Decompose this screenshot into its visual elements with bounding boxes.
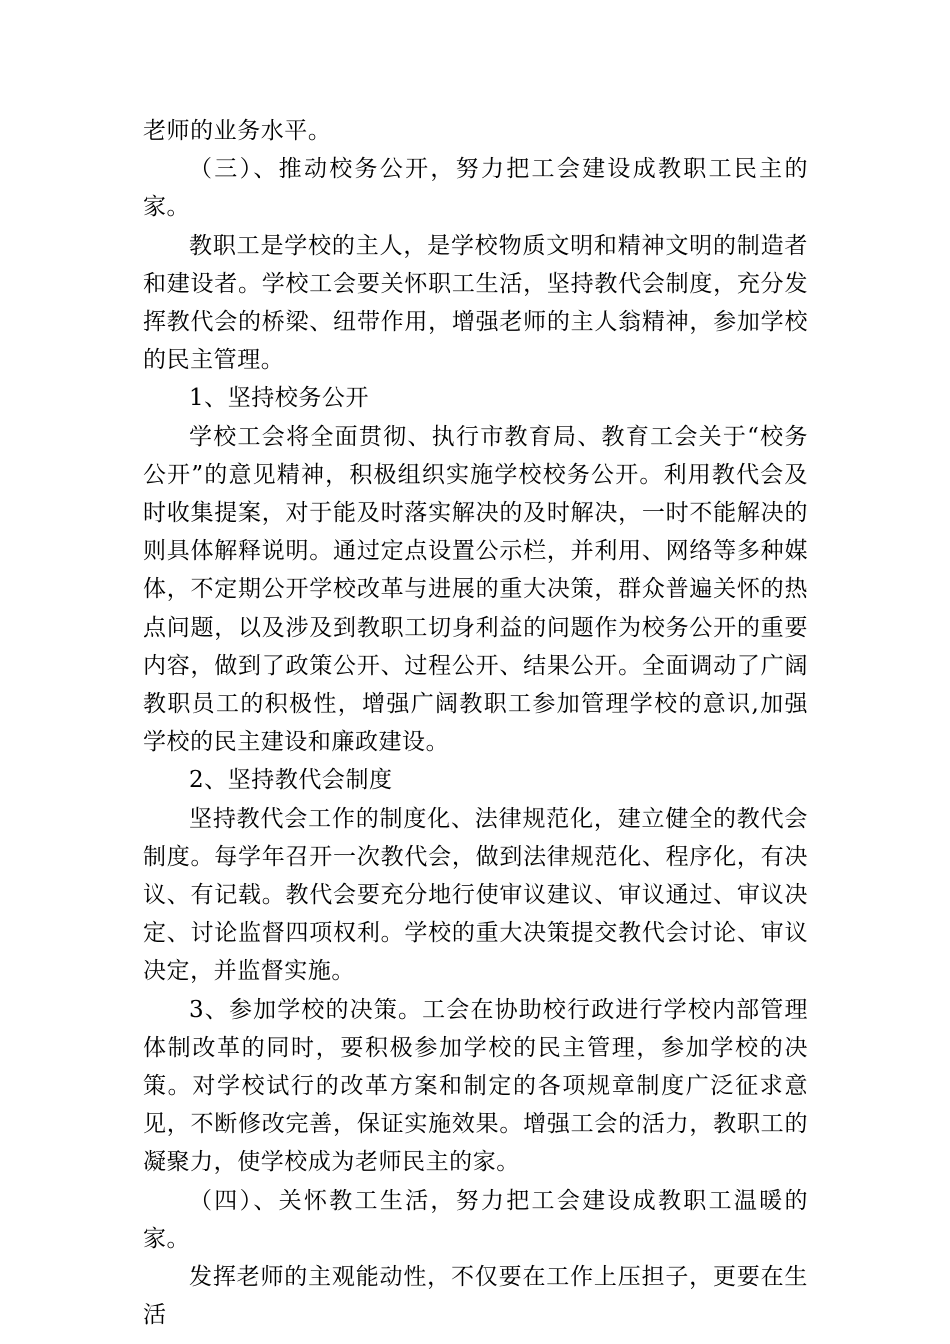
paragraph: 学校工会将全面贯彻、执行市教育局、教育工会关于“校务公开”的意见精神，积极组织实施学校校务公开。利用教代会及时收集提案，对于能及时落实解决的及时解决，一时不能解决的则具体解释说明。通过定点设置公示栏，并利用、网络等多种媒体，不定期公开学校改革与进展的重大决策，群众普遍关怀的热点问题，以及涉及到教职工切身利益的问题作为校务公开的重要内容，做到了政策公开、过程公开、结果公开。全面调动了广阔教职员工的积极性，增强广阔教职工参加管理学校的意识,加强学校的民主建设和廉政建设。 [143, 423, 808, 756]
paragraph: 坚持教代会工作的制度化、法律规范化，建立健全的教代会制度。每学年召开一次教代会，做到法律规范化、程序化，有决议、有记载。教代会要充分地行使审议建议、审议通过、审议决定、讨论监督四项权利。学校的重大决策提交教代会讨论、审议决定，并监督实施。 [143, 805, 808, 985]
paragraph: 3、参加学校的决策。工会在协助校行政进行学校内部管理体制改革的同时，要积极参加学校的民主管理，参加学校的决策。对学校试行的改革方案和制定的各项规章制度广泛征求意见，不断修改完善，保证实施效果。增强工会的活力，教职工的凝聚力，使学校成为老师民主的家。 [143, 996, 808, 1176]
document-body [143, 112, 808, 1335]
paragraph: 教职工是学校的主人，是学校物质文明和精神文明的制造者和建设者。学校工会要关怀职工生活，坚持教代会制度，充分发挥教代会的桥梁、纽带作用，增强老师的主人翁精神，参加学校的民主管理。 [143, 232, 808, 374]
paragraph: 发挥老师的主观能动性，不仅要在工作上压担子，更要在生活 [143, 1264, 808, 1329]
subsection-heading-2: 2、坚持教代会制度 [189, 767, 393, 794]
section-heading-four: （四）、关怀教工生活，努力把工会建设成教职工温暖的家。 [143, 1187, 808, 1252]
section-heading-three: （三）、推动校务公开，努力把工会建设成教职工民主的家。 [143, 156, 808, 221]
subsection-heading-1: 1、坚持校务公开 [189, 385, 370, 412]
paragraph-continuation: 老师的业务水平。 [143, 118, 332, 144]
